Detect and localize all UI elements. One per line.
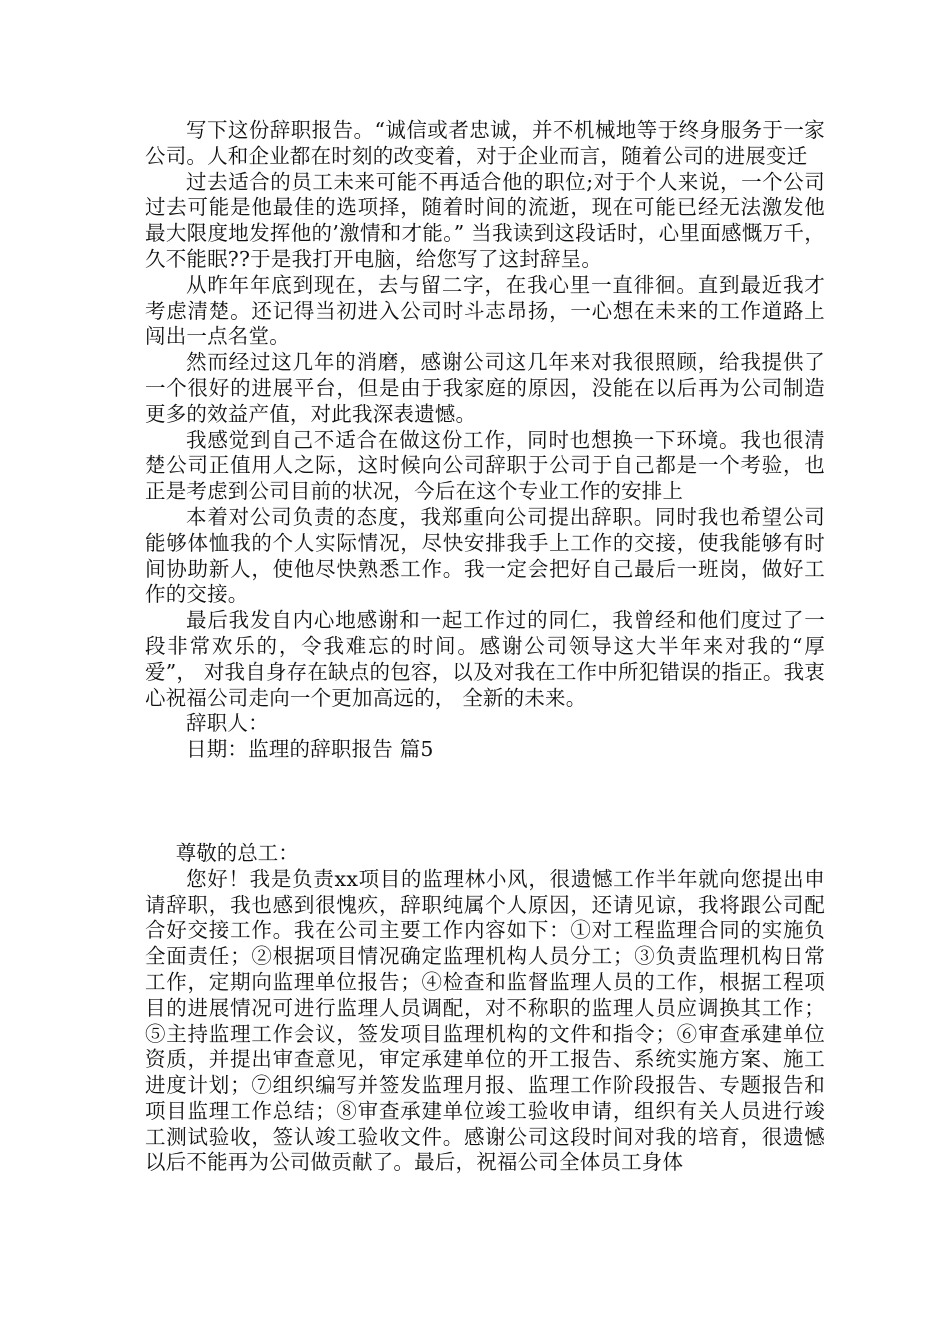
paragraph-gratitude: 然而经过这几年的消磨，感谢公司这几年来对我很照顾，给我提供了一个很好的进展平台，但是由于我家庭的原因，没能在以后再为公司制造更多的效益产值，对此我深表遗憾。 [145,350,825,426]
salutation: 尊敬的总工： [175,840,299,865]
paragraph-resignation: 本着对公司负责的态度，我郑重向公司提出辞职。同时我也希望公司能够体恤我的个人实际情况，尽快安排我手上工作的交接，使我能够有时间协助新人，使他尽快熟悉工作。我一定会把好自己最后一班岗，做好工作的交接。 [145,504,825,607]
paragraph-quote: 过去适合的员工未来可能不再适合他的职位;对于个人来说，一个公司过去可能是他最佳的选项择，随着时间的流逝，现在可能已经无法激发他最大限度地发挥他的’激情和才能。” 当我读到这段话时，心里面感慨万千，久不能眠??于是我打开电脑，给您写了这封辞呈。 [145,169,825,271]
paragraph-body2: 您好！我是负责xx项目的监理林小风，很遗憾工作半年就向您提出申请辞职，我也感到很愧疚，辞职纯属个人原因，还请见谅，我将跟公司配合好交接工作。我在公司主要工作内容如下：①对工程监理合同的实施负全面责任；②根据项目情况确定监理机构人员分工；③负责监理机构日常工作，定期向监理单位报告；④检查和监督监理人员的工作，根据工程项目的进展情况可进行监理人员调配，对不称职的监理人员应调换其工作；⑤主持监理工作会议，签发项目监理机构的文件和指令；⑥审查承建单位资质，并提出审查意见，审定承建单位的开工报告、系统实施方案、施工进度计划；⑦组织编写并签发监理月报、监理工作阶段报告、专题报告和项目监理工作总结；⑧审查承建单位竣工验收申请，组织有关人员进行竣工测试验收，签认竣工验收文件。感谢公司这段时间对我的培育，很遗憾以后不能再为公司做贡献了。最后，祝福公司全体员工身体 [145,866,825,1175]
paragraph-thanks: 最后我发自内心地感谢和一起工作过的同仁，我曾经和他们度过了一段非常欢乐的，令我难忘的时间。感谢公司领导这大半年来对我的“厚爱”， 对我自身存在缺点的包容，以及对我在工作中所犯错误的指正。我衷心祝福公司走向一个更加高远的， 全新的未来。 [145,608,825,710]
document-page [145,118,825,1176]
date-line: 日期：监理的辞职报告 篇5 [186,737,434,762]
paragraph-hesitation: 从昨年年底到现在，去与留二字，在我心里一直徘徊。直到最近我才考虑清楚。还记得当初进入公司时斗志昂扬，一心想在未来的工作道路上闯出一点名堂。 [145,272,825,349]
section-gap [145,763,825,841]
paragraph-intro: 写下这份辞职报告。“诚信或者忠诚，并不机械地等于终身服务于一家公司。人和企业都在时刻的改变着，对于企业而言，随着公司的进展变迁 [145,118,825,168]
signature-line: 辞职人： [186,711,269,736]
paragraph-change: 我感觉到自己不适合在做这份工作，同时也想换一下环境。我也很清楚公司正值用人之际，这时候向公司辞职于公司于自己都是一个考验，也正是考虑到公司目前的状况，今后在这个专业工作的安排上 [145,427,825,504]
